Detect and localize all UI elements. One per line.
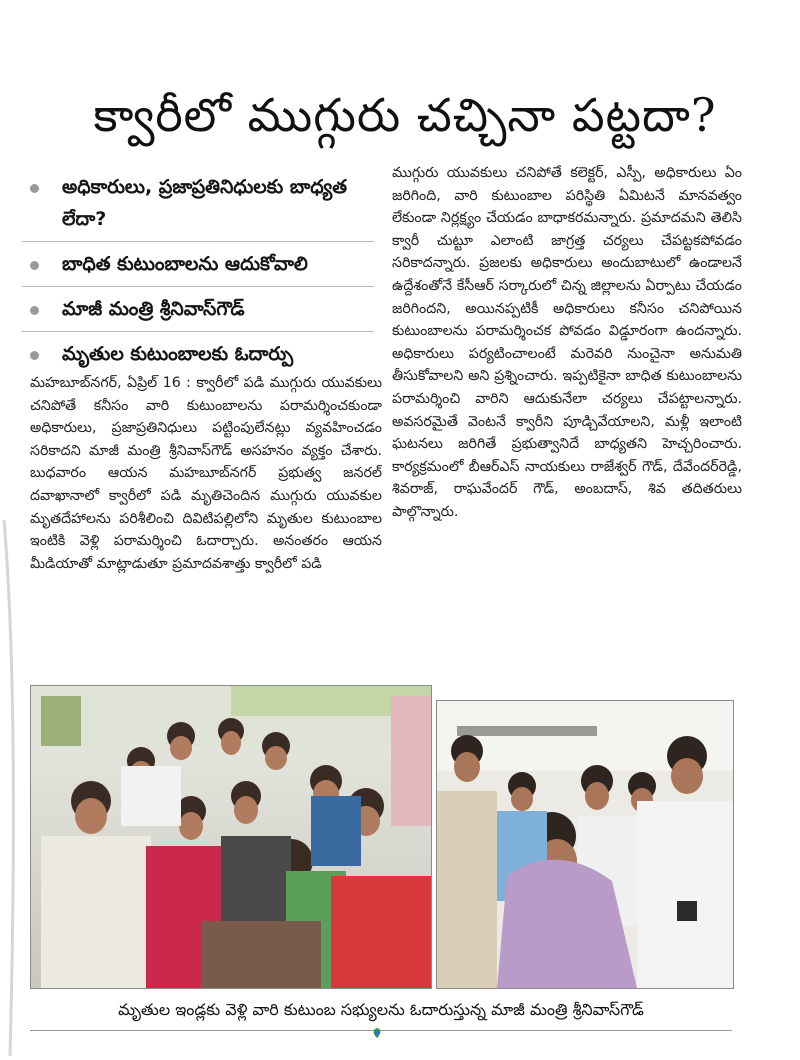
article-paragraph: మహబూబ్‌నగర్, ఏప్రిల్ 16 : క్వారీలో పడి ముగ్గురు యువకులు చనిపోతే కనీసం వారి కుటుంబాలను పరామర్శించకుండా అధికారులు, ప్రజాప్రతినిధులు పట్టింపులేనట్లు వ్యవహించడం సరికాదని మాజీ మంత్రి శ్రీనివాస్‌గౌడ్ అసహనం వ్యక్తం చేశారు. బుధవారం ఆయన మహబూబ్‌నగర్ ప్రభుత్వ జనరల్ దవాఖానాలో క్వారీలో పడి మృతిచెందిన ముగ్గురు యువకుల మృతదేహాలను పరిశీలించి దివిటిపల్లిలోని మృతుల కుటుంబాల ఇంటికి వెళ్లి పరామర్శించి ఓదార్చారు. అనంతరం ఆయన మీడియాతో మాట్లాడుతూ ప్రమాదవశాత్తు క్వారీలో పడి — [30, 375, 382, 572]
bullet-icon — [30, 306, 39, 315]
article-paragraph: ముగ్గురు యువకులు చనిపోతే కలెక్టర్, ఎస్పీ, అధికారులు ఏం జరిగింది, వారి కుటుంబాల పరిస్థితి ఏమిటనే మానవత్వం లేకుండా నిర్లక్ష్యం చేయడం బాధాకరమన్నారు. ప్రమాదమని తెలిసి క్వారీ చుట్టూ ఎలాంటి జాగ్రత్త చర్యలు చేపట్టకపోవడం సరికాదన్నారు. ప్రజలకు అధికారులు అందుబాటులో ఉండాలనే ఉద్దేశంతోనే కేసీఆర్ సర్కారులో చిన్న జిల్లాలను ఏర్పాటు చేయడం జరిగిందని, అయినప్పటికీ అధికారులు కనీసం చనిపోయిన కుటుంబాలను పరామర్శించక పోవడం విడ్డూరంగా ఉందన్నారు. అధికారులు పర్యటించాలంటే మరెవరి నుంచైనా అనుమతి తీసుకోవాలని అని ప్రశ్నించారు. ఇప్పటికైనా బాధిత కుటుంబాలను పరామర్శించి వారిని ఆదుకునేలా చర్యలు చేపట్టాలన్నారు. అవసరమైతే వెంటనే క్వారీని పూడ్చివేయాలని, మళ్లీ ఇలాంటి ఘటనలు జరిగితే ప్రభుత్వానిదే బాధ్యతని హెచ్చరించారు. కార్యక్రమంలో బీఆర్‌ఎస్ నాయకులు రాజేశ్వర్ గౌడ్, దేవేందర్‌రెడ్డి, శివరాజ్, రాఘవేందర్ గౌడ్, అంబదాస్, శివ తదితరులు పాల్గొన్నారు. — [392, 165, 742, 520]
leaf-ornament-icon — [371, 1024, 383, 1036]
highlight-text: మాజీ మంత్రి శ్రీనివాస్‌గౌడ్ — [62, 298, 245, 320]
highlights-list — [22, 165, 374, 376]
page-edge-shadow — [0, 520, 28, 1056]
bullet-icon — [30, 351, 39, 360]
highlight-item — [22, 242, 374, 287]
article-column-left — [30, 372, 382, 664]
article-column-right — [392, 162, 742, 678]
highlight-item — [22, 287, 374, 332]
photo-caption: మృతుల ఇండ్లకు వెళ్లి వారి కుటుంబ సభ్యులను ఓదారుస్తున్న మాజీ మంత్రి శ్రీనివాస్‌గౌడ్ — [118, 1000, 644, 1019]
headline: క్వారీలో ముగ్గురు చచ్చినా పట్టదా? — [93, 88, 717, 142]
news-photo-crowd — [30, 685, 432, 989]
highlight-text: అధికారులు, ప్రజాప్రతినిధులకు బాధ్యత లేదా? — [62, 176, 348, 230]
highlight-item — [22, 332, 374, 376]
highlight-text: మృతుల కుటుంబాలకు ఓదార్పు — [62, 343, 294, 365]
highlight-item — [22, 165, 374, 242]
news-photo-consoling — [436, 700, 734, 989]
bullet-icon — [30, 261, 39, 270]
highlight-text: బాధిత కుటుంబాలను ఆదుకోవాలి — [62, 253, 308, 275]
bullet-icon — [30, 184, 39, 193]
